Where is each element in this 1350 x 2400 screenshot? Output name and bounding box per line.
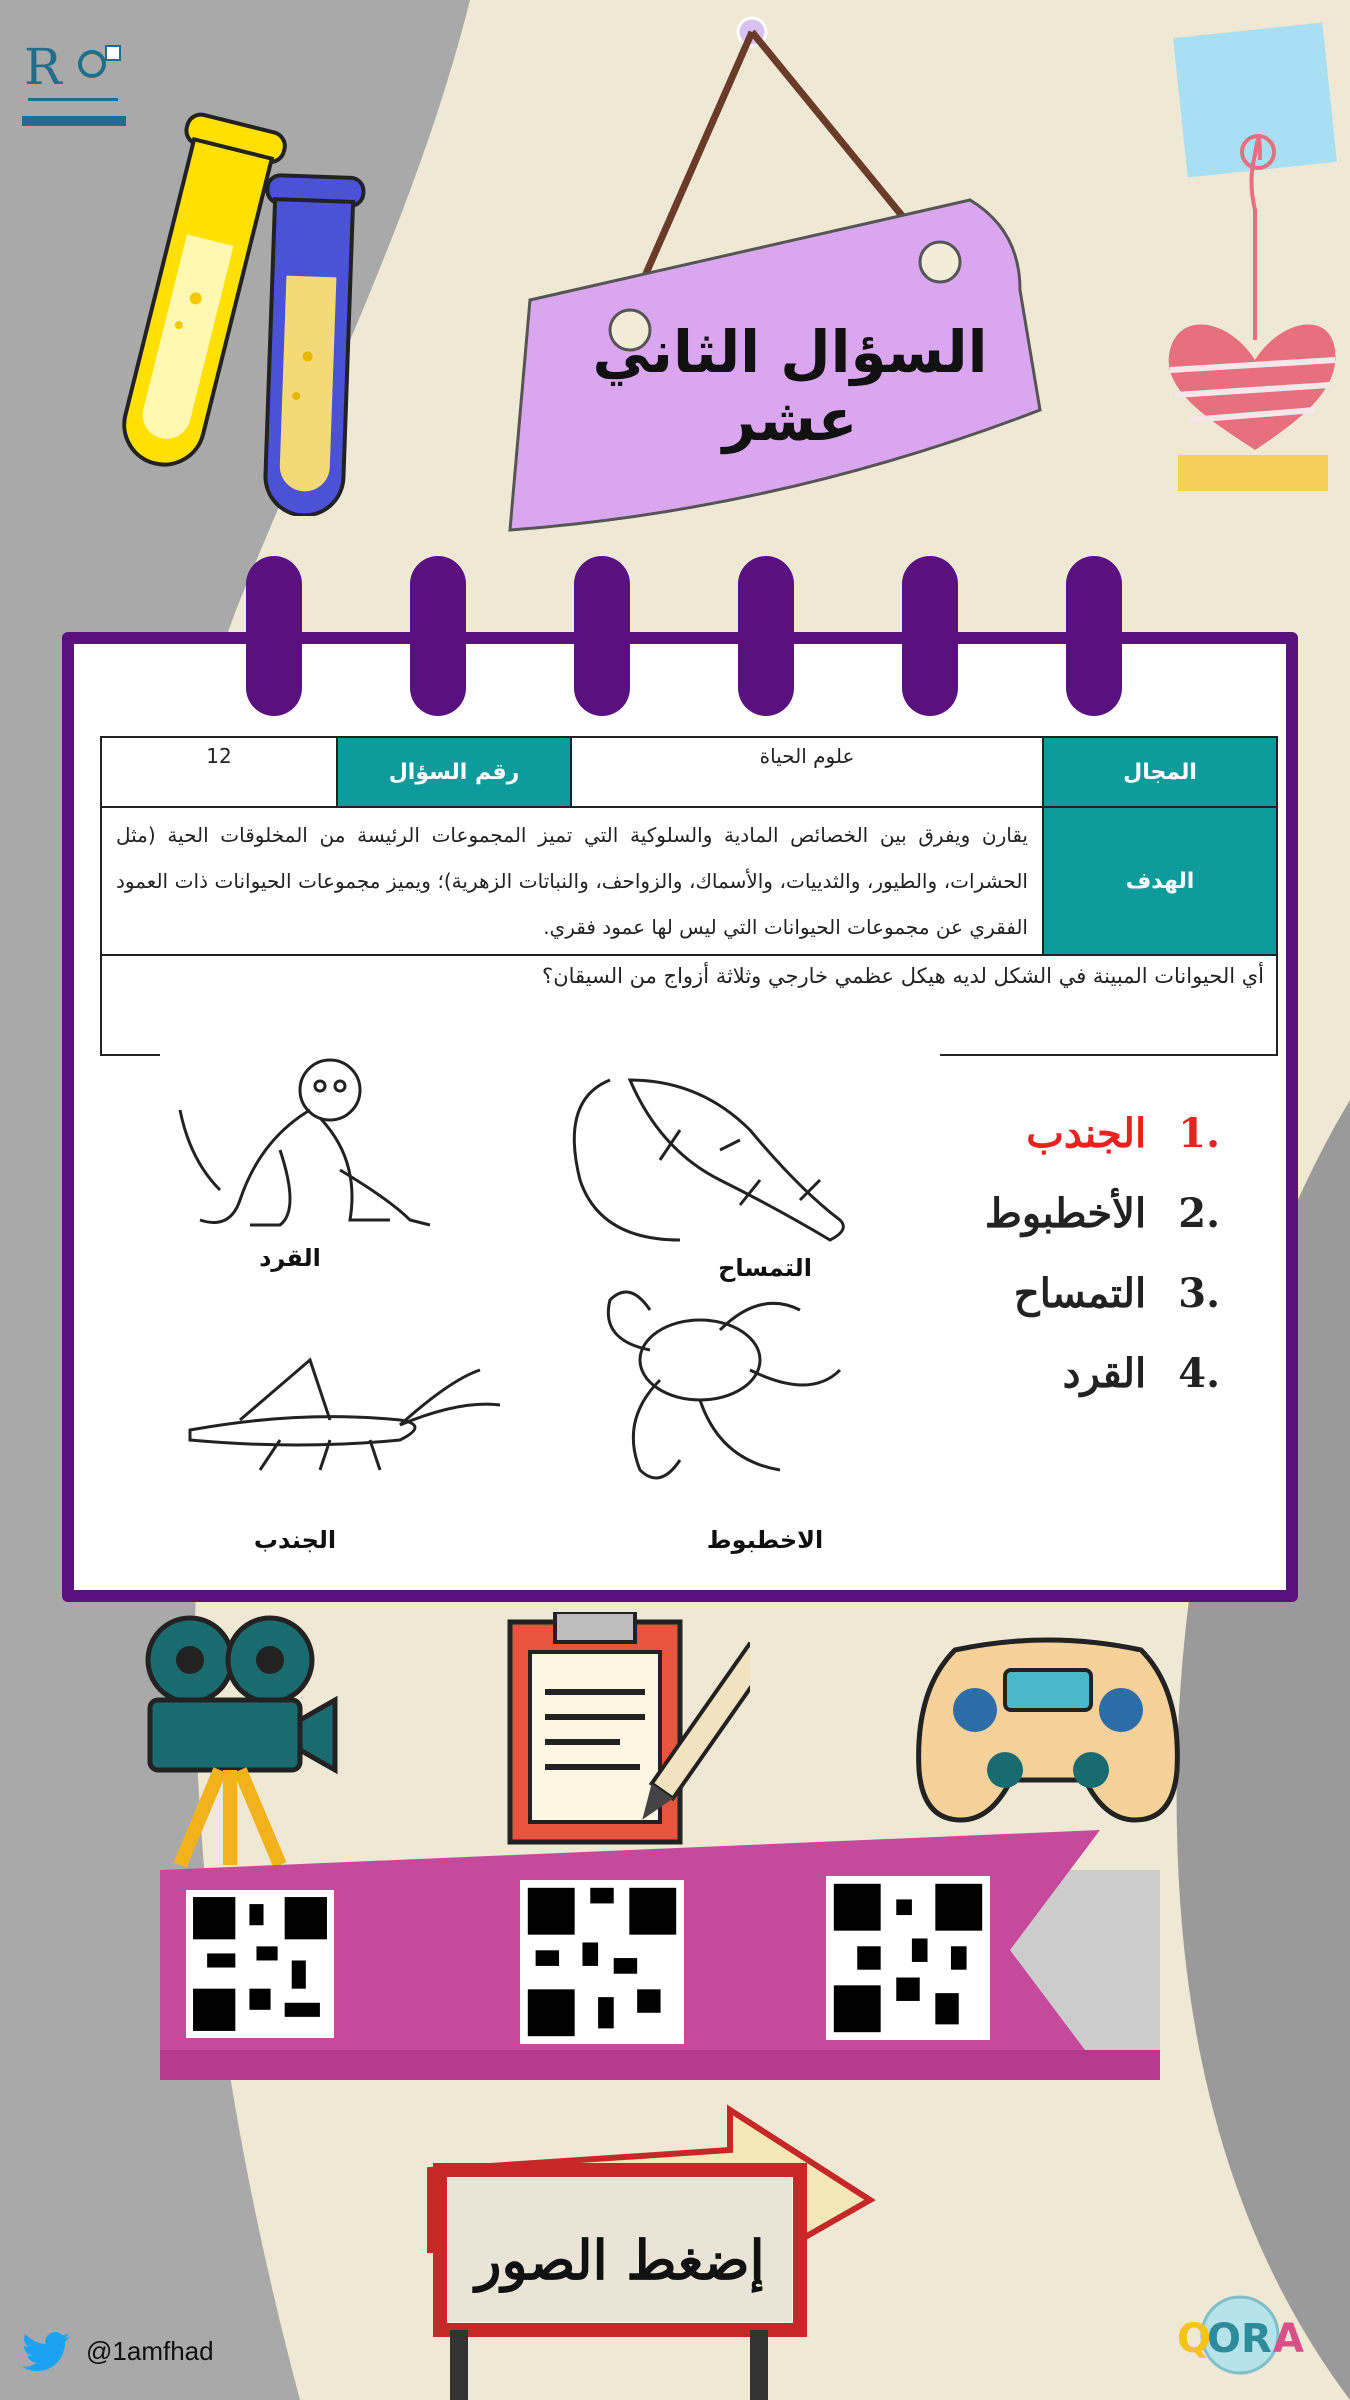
animal-label-monkey: القرد <box>259 1244 321 1272</box>
qr-code-2[interactable] <box>520 1880 684 2044</box>
answer-number: .1 <box>1178 1110 1220 1157</box>
twitter-handle[interactable]: @1amfhad <box>86 2336 214 2366</box>
answer-text: القرد <box>1062 1350 1147 1397</box>
goal-text: يقارن ويفرق بين الخصائص المادية والسلوكية التي تميز المجموعات الرئيسة من المخلوقات الحية (مثل الحشرات، والطيور، والثدييات، والأسماك، والزواحف، والنباتات الزهرية)؛ ويميز مجموعات الحيوانات ذات العمود الفقري عن مجموعات الحيوانات التي ليس لها عمود فقري. <box>101 807 1043 955</box>
question-number-value: 12 <box>101 737 337 807</box>
answer-option-3[interactable] <box>1014 1270 1220 1317</box>
page-title: السؤال الثاني عشر <box>592 318 988 454</box>
answer-text: الأخطبوط <box>984 1190 1147 1237</box>
svg-text:R: R <box>24 38 62 96</box>
svg-text:Q: Q <box>1177 2316 1212 2362</box>
answer-text: التمساح <box>1013 1270 1147 1317</box>
qora-logo-icon <box>1165 2290 1315 2380</box>
question-table <box>100 736 1278 1056</box>
goal-label: الهدف <box>1043 807 1277 955</box>
binder-rings <box>240 556 1130 716</box>
twitter-icon[interactable] <box>22 2332 70 2372</box>
answer-text: الجندب <box>1026 1110 1147 1157</box>
field-value: علوم الحياة <box>571 737 1043 807</box>
table-row <box>101 807 1277 955</box>
animal-label-octopus: الاخطبوط <box>706 1526 824 1554</box>
press-images-label[interactable]: إضغط الصور <box>475 2228 765 2292</box>
answer-number: .4 <box>1178 1350 1220 1397</box>
answer-option-4[interactable] <box>1063 1350 1220 1397</box>
clipboard-icon[interactable] <box>500 1612 750 1852</box>
question-text: أي الحيوانات المبينة في الشكل لديه هيكل عظمي خارجي وثلاثة أزواج من السيقان؟ <box>101 955 1277 1055</box>
animals-figure <box>160 1040 940 1580</box>
answer-number: .3 <box>1178 1270 1220 1317</box>
heart-note-icon <box>1150 10 1350 500</box>
animal-label-grasshopper: الجندب <box>253 1526 337 1554</box>
table-row <box>101 737 1277 807</box>
animal-label-crocodile: التمساح <box>718 1254 812 1282</box>
answer-number: .2 <box>1178 1190 1220 1237</box>
qr-code-1[interactable] <box>186 1890 334 2038</box>
svg-text:A: A <box>1273 2316 1304 2362</box>
answer-option-1[interactable] <box>1026 1110 1220 1157</box>
qr-code-3[interactable] <box>826 1876 990 2040</box>
answer-option-2[interactable] <box>985 1190 1220 1237</box>
svg-text:OR: OR <box>1207 2316 1272 2362</box>
field-label: المجال <box>1043 737 1277 807</box>
hanging-sign <box>500 10 1060 550</box>
game-controller-icon[interactable] <box>915 1630 1181 1830</box>
question-number-label: رقم السؤال <box>337 737 571 807</box>
test-tubes-icon <box>86 96 366 516</box>
